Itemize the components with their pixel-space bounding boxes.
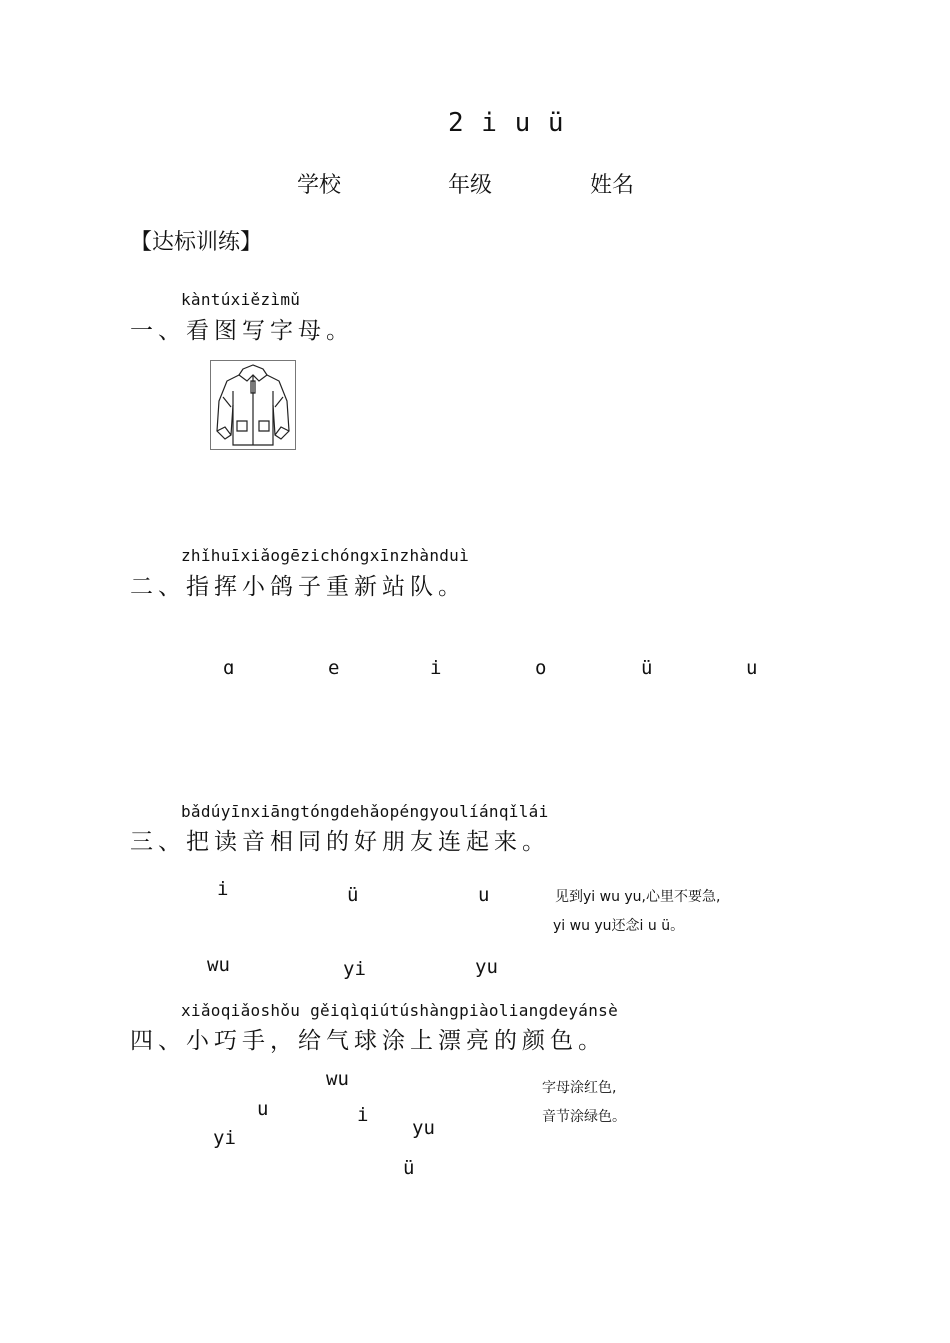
- q4-balloon-v: ü: [403, 1157, 415, 1179]
- q4-hint-line2: 音节涂绿色。: [542, 1109, 626, 1125]
- q2-letter-i: i: [430, 657, 442, 679]
- q1-pinyin: kàntúxiězìmǔ: [181, 290, 301, 309]
- q3-hint-line1: 见到yi wu yu,心里不要急,: [555, 889, 721, 905]
- q3-hint-line2: yi wu yu还念i u ü。: [553, 918, 685, 934]
- q2-letter-v: ü: [641, 657, 653, 679]
- jacket-icon: [210, 360, 296, 450]
- q4-pinyin: xiǎoqiǎoshǒu gěiqìqiútúshàngpiàoliangdeyánsè: [181, 1001, 619, 1020]
- q2-letter-e: e: [328, 657, 340, 679]
- q2-letter-a: ɑ: [223, 657, 235, 679]
- q4-balloon-i: i: [357, 1104, 369, 1126]
- q3-top-v: ü: [347, 884, 359, 906]
- q3-top-i: i: [217, 878, 229, 900]
- q2-letter-o: o: [535, 657, 547, 679]
- q4-balloon-wu: wu: [326, 1068, 349, 1090]
- q3-top-u: u: [478, 884, 490, 906]
- q4-balloon-yi: yi: [213, 1127, 236, 1149]
- q3-bottom-yi: yi: [343, 958, 366, 980]
- page-title: 2 i u ü: [448, 108, 565, 138]
- q2-pinyin: zhǐhuīxiǎogēzichóngxīnzhànduì: [181, 546, 470, 565]
- q4-balloon-u: u: [257, 1098, 269, 1120]
- q4-title: 四、小巧手，给气球涂上漂亮的颜色。: [130, 1028, 606, 1054]
- q3-bottom-wu: wu: [207, 954, 230, 976]
- school-label: 学校: [297, 173, 342, 198]
- q2-title: 二、指挥小鸽子重新站队。: [130, 574, 466, 600]
- name-label: 姓名: [590, 173, 635, 198]
- q4-balloon-yu: yu: [412, 1117, 435, 1139]
- q3-bottom-yu: yu: [475, 956, 498, 978]
- q3-title: 三、把读音相同的好朋友连起来。: [130, 829, 550, 855]
- grade-label: 年级: [448, 173, 493, 198]
- q4-hint-line1: 字母涂红色,: [542, 1080, 617, 1096]
- q3-pinyin: bǎdúyīnxiāngtóngdehǎopéngyoulíánqǐlái: [181, 802, 549, 821]
- q1-title: 一、看图写字母。: [130, 318, 354, 344]
- section-heading: 【达标训练】: [130, 230, 263, 255]
- q2-letter-u: u: [746, 657, 758, 679]
